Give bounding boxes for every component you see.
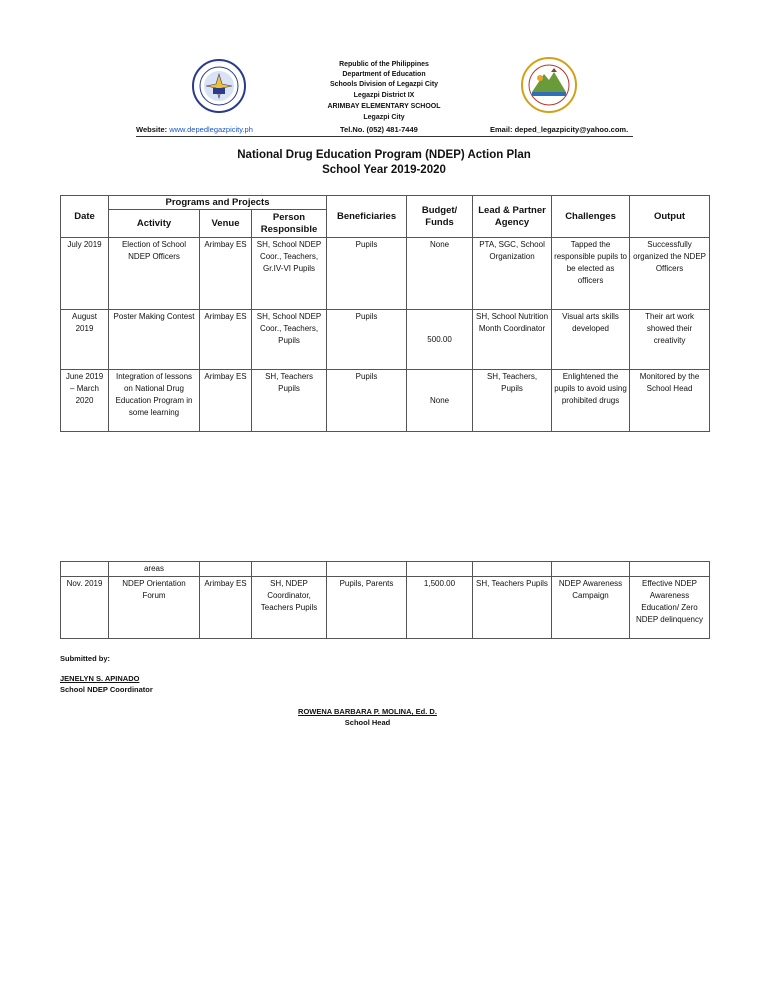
cell-budget: 500.00 (407, 310, 473, 370)
table-row (61, 577, 710, 639)
cell-venue: Arimbay ES (200, 370, 252, 432)
action-plan-table (60, 195, 710, 432)
header-line-2: Department of Education (342, 71, 426, 78)
cell-beneficiaries: Pupils (327, 370, 407, 432)
header-person: Person Responsible (252, 210, 327, 238)
cell-budget: None (407, 370, 473, 432)
cell-output: Their art work showed their creativity (630, 310, 710, 370)
header-line-1: Republic of the Philippines (339, 61, 429, 68)
header-budget: Budget/ Funds (407, 196, 473, 238)
cell-beneficiaries: Pupils (327, 238, 407, 310)
cell-challenges: Tapped the responsible pupils to be elected as officers (552, 238, 630, 310)
cell-challenges: Enlightened the pupils to avoid using prohibited drugs (552, 370, 630, 432)
action-plan-table-continued (60, 561, 710, 639)
header-line-4: Legazpi District IX (353, 92, 415, 99)
cell-date: June 2019 – March 2020 (61, 370, 109, 432)
cell-date: Nov. 2019 (61, 577, 109, 639)
header-lead: Lead & Partner Agency (473, 196, 552, 238)
cell-activity: Poster Making Contest (109, 310, 200, 370)
cell-beneficiaries: Pupils (327, 310, 407, 370)
table-row (61, 238, 710, 310)
header-programs: Programs and Projects (109, 196, 327, 210)
website-label: Website: (136, 125, 168, 134)
cell-venue: Arimbay ES (200, 577, 252, 639)
header-line-3: Schools Division of Legazpi City (329, 81, 439, 88)
cell-person: SH, School NDEP Coor., Teachers, Pupils (252, 310, 327, 370)
cell-activity: Election of School NDEP Officers (109, 238, 200, 310)
cell-activity: NDEP Orientation Forum (109, 577, 200, 639)
table-row (61, 370, 710, 432)
header-beneficiaries: Beneficiaries (327, 196, 407, 238)
header-activity: Activity (109, 210, 200, 238)
cell-lead: SH, School Nutrition Month Coordinator (473, 310, 552, 370)
preparer-title: School NDEP Coordinator (60, 685, 153, 694)
cell-lead: PTA, SGC, School Organization (473, 238, 552, 310)
cell-activity-continued: areas (109, 562, 200, 577)
header-date: Date (61, 196, 109, 238)
cell-activity: Integration of lessons on National Drug Education Program in some learning (109, 370, 200, 432)
cell-beneficiaries: Pupils, Parents (327, 577, 407, 639)
header-line-5: ARIMBAY ELEMENTARY SCHOOL (327, 103, 441, 110)
cell-challenges: Visual arts skills developed (552, 310, 630, 370)
cell-lead: SH, Teachers, Pupils (473, 370, 552, 432)
cell-budget: None (407, 238, 473, 310)
document-subtitle: School Year 2019-2020 (322, 164, 446, 176)
preparer-name: JENELYN S. APINADO (60, 674, 140, 683)
cell-person: SH, NDEP Coordinator, Teachers Pupils (252, 577, 327, 639)
website-line (136, 125, 253, 134)
cell-challenges: NDEP Awareness Campaign (552, 577, 630, 639)
cell-venue: Arimbay ES (200, 310, 252, 370)
header-venue: Venue (200, 210, 252, 238)
head-title: School Head (344, 718, 391, 727)
table-row (61, 310, 710, 370)
cell-date: August 2019 (61, 310, 109, 370)
cell-output: Monitored by the School Head (630, 370, 710, 432)
cell-output: Successfully organized the NDEP Officers (630, 238, 710, 310)
cell-lead: SH, Teachers Pupils (473, 577, 552, 639)
cell-date: July 2019 (61, 238, 109, 310)
header-output: Output (630, 196, 710, 238)
email-line: Email: deped_legazpicity@yahoo.com. (490, 125, 629, 134)
cell-venue: Arimbay ES (200, 238, 252, 310)
cell-person: SH, School NDEP Coor., Teachers, Gr.IV-VI Pupils (252, 238, 327, 310)
website-link[interactable]: www.depedlegazpicity.ph (169, 125, 253, 134)
header-divider (136, 136, 633, 137)
cell-person: SH, Teachers Pupils (252, 370, 327, 432)
cell-budget: 1,500.00 (407, 577, 473, 639)
submitted-by-label: Submitted by: (60, 654, 110, 663)
table-row (61, 562, 710, 577)
svg-text:· · ·: · · · (216, 61, 222, 65)
telephone-line: Tel.No. (052) 481-7449 (340, 125, 418, 134)
header-line-6: Legazpi City (363, 114, 405, 121)
document-title: National Drug Education Program (NDEP) Action Plan (237, 149, 531, 161)
header-challenges: Challenges (552, 196, 630, 238)
cell-output: Effective NDEP Awareness Education/ Zero NDEP delinquency (630, 577, 710, 639)
head-name: ROWENA BARBARA P. MOLINA, Ed. D. (298, 707, 437, 716)
